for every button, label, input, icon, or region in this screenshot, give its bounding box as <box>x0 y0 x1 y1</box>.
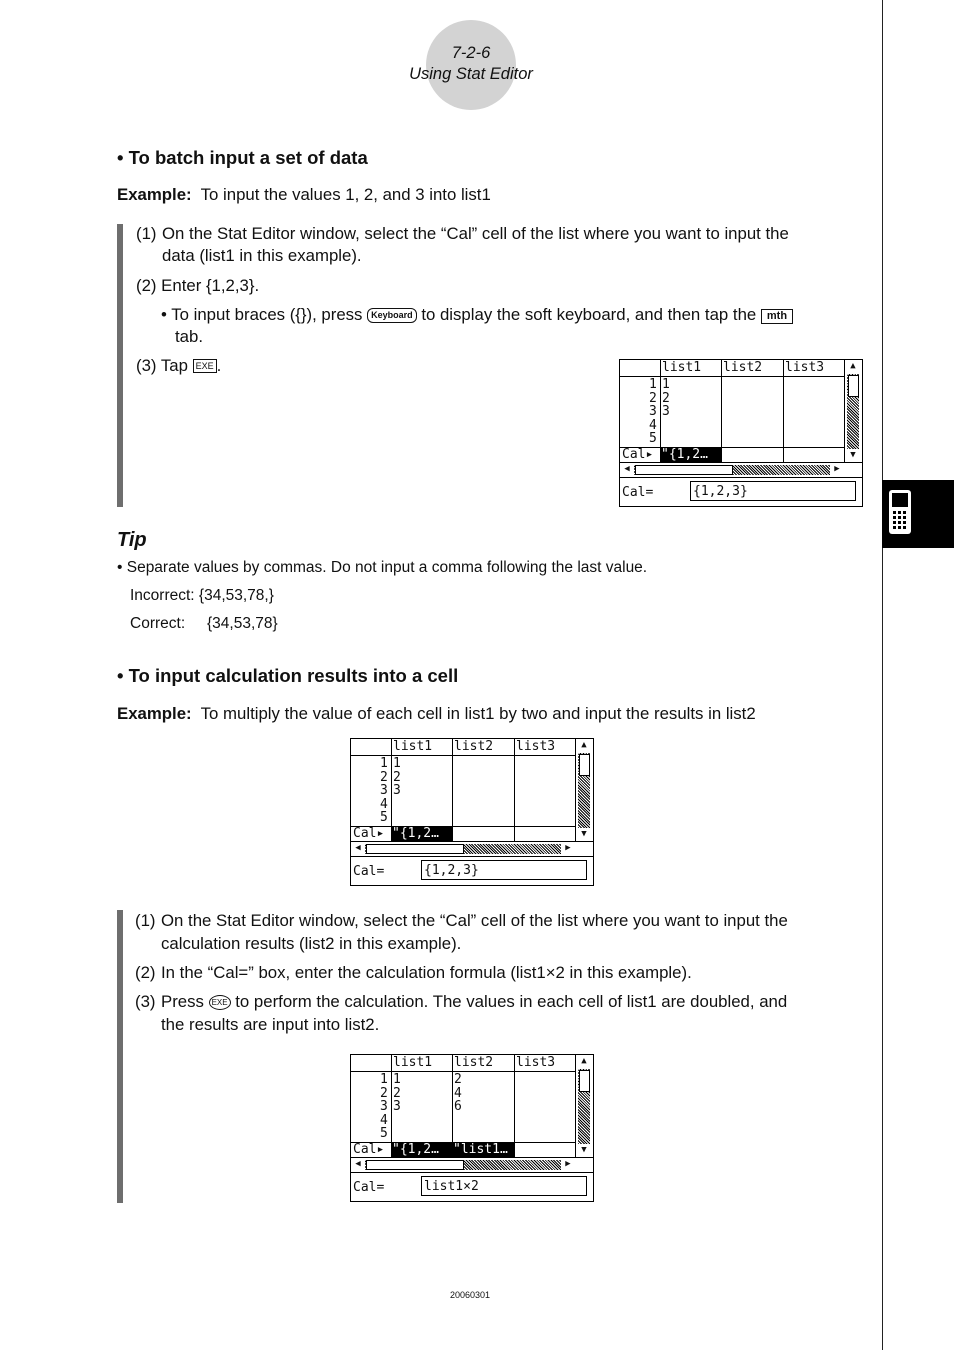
row-number: 2 <box>649 390 657 406</box>
scroll-up-arrow-icon[interactable]: ▲ <box>581 1056 587 1066</box>
row-number: 1 <box>380 1072 388 1087</box>
row-number: 3 <box>380 1099 388 1115</box>
s1-step1-line1: On the Stat Editor window, select the “Cal” cell of the list where you want to input the <box>162 224 789 243</box>
row-number: 1 <box>380 756 388 771</box>
cal-row-bottom <box>620 462 862 463</box>
vscroll-thumb <box>579 754 590 776</box>
s1-bullet: • To input braces ({}), press Keyboard to display the soft keyboard, and then tap the mth <box>161 304 793 326</box>
scroll-up-arrow-icon[interactable]: ▲ <box>850 361 856 371</box>
s2-step3-line2: the results are input into list2. <box>161 1015 380 1034</box>
formula-input[interactable]: {1,2,3} <box>690 481 856 501</box>
list1-cell[interactable]: 3 <box>662 404 670 420</box>
hscroll-thumb <box>366 844 464 854</box>
stat-editor-screen-1 <box>619 359 863 507</box>
scroll-left-arrow-icon[interactable]: ◀ <box>355 1159 361 1169</box>
row-number: 2 <box>380 769 388 785</box>
vscroll-border <box>575 1055 576 1157</box>
column-header-list3[interactable]: list3 <box>785 360 825 375</box>
list2-cell[interactable]: 4 <box>454 1085 462 1101</box>
section1-heading: • To batch input a set of data <box>117 147 368 168</box>
section1-example: Example: To input the values 1, 2, and 3 into list1 <box>117 185 491 204</box>
row-number: 4 <box>649 417 657 433</box>
scroll-down-arrow-icon[interactable]: ▼ <box>581 829 587 839</box>
tip-title: Tip <box>117 529 147 551</box>
row-number: 4 <box>380 796 388 812</box>
tip-incorrect: Incorrect: {34,53,78,} <box>130 587 274 604</box>
s2-step3: Press EXE to perform the calculation. The values in each cell of list1 are doubled, and <box>161 992 788 1011</box>
s1-bullet-tab: tab. <box>175 327 203 346</box>
cal-cell-list1[interactable]: "{1,2… <box>661 448 721 462</box>
vscroll-thumb <box>579 1070 590 1092</box>
list1-cell[interactable]: 1 <box>662 377 670 392</box>
cal-cell-list1[interactable]: "{1,2… <box>392 1143 452 1157</box>
column-header-list3[interactable]: list3 <box>516 739 556 754</box>
hscroll-thumb <box>366 1160 464 1170</box>
column-header-list2[interactable]: list2 <box>454 1055 494 1070</box>
step-bar-2 <box>117 910 123 1203</box>
row-number: 1 <box>649 377 657 392</box>
scroll-right-arrow-icon[interactable]: ▶ <box>565 843 571 853</box>
hscroll-bottom <box>620 477 862 478</box>
exe-key-icon: EXE <box>193 359 217 373</box>
row-number: 5 <box>380 1126 388 1142</box>
chapter-tab <box>882 480 954 548</box>
stat-editor-screen-2 <box>350 738 594 886</box>
formula-input[interactable]: {1,2,3} <box>421 860 587 880</box>
column-header-list2[interactable]: list2 <box>454 739 494 754</box>
scroll-right-arrow-icon[interactable]: ▶ <box>834 464 840 474</box>
column-header-list3[interactable]: list3 <box>516 1055 556 1070</box>
stat-editor-screen-3 <box>350 1054 594 1202</box>
cal-row-label: Cal▸ <box>622 447 654 462</box>
scroll-up-arrow-icon[interactable]: ▲ <box>581 740 587 750</box>
section2-example: Example: To multiply the value of each cell in list1 by two and input the results in list2 <box>117 704 756 723</box>
cal-row-bottom <box>351 841 593 842</box>
row-number: 5 <box>380 810 388 826</box>
s1-step2: (2) Enter {1,2,3}. <box>136 276 260 295</box>
footer-code: 20060301 <box>449 1290 491 1300</box>
s1-step1-num: (1) <box>136 224 157 243</box>
s2-step1-line2: calculation results (list2 in this example). <box>161 934 462 953</box>
step-bar-1 <box>117 224 123 507</box>
tip-correct-value: {34,53,78} <box>207 615 278 632</box>
vscroll-thumb <box>848 375 859 397</box>
list1-cell[interactable]: 3 <box>393 1099 401 1115</box>
row-number: 3 <box>380 783 388 799</box>
page-title: Using Stat Editor <box>409 65 533 83</box>
list1-cell[interactable]: 3 <box>393 783 401 799</box>
hscroll-bottom <box>351 1172 593 1173</box>
row-number: 5 <box>649 431 657 447</box>
scroll-down-arrow-icon[interactable]: ▼ <box>850 450 856 460</box>
hscroll-bottom <box>351 856 593 857</box>
formula-input[interactable]: list1×2 <box>421 1176 587 1196</box>
cal-row-divider <box>351 826 575 827</box>
cal-row-bottom <box>351 1157 593 1158</box>
mth-key-icon: mth <box>761 309 793 324</box>
cal-row-label: Cal▸ <box>353 826 385 841</box>
row-number: 3 <box>649 404 657 420</box>
cal-cell-list1[interactable]: "{1,2… <box>392 827 452 841</box>
row-number: 2 <box>380 1085 388 1101</box>
formula-label: Cal= <box>353 864 385 879</box>
list2-cell[interactable]: 2 <box>454 1072 462 1087</box>
section2-heading: • To input calculation results into a cell <box>117 665 459 686</box>
list1-cell[interactable]: 2 <box>393 769 401 785</box>
cal-row-label: Cal▸ <box>353 1142 385 1157</box>
hscroll-thumb <box>635 465 733 475</box>
list1-cell[interactable]: 1 <box>393 1072 401 1087</box>
scroll-left-arrow-icon[interactable]: ◀ <box>355 843 361 853</box>
list2-cell[interactable]: 6 <box>454 1099 462 1115</box>
s1-step3: (3) Tap EXE . <box>136 356 222 375</box>
vscroll-border <box>844 360 845 462</box>
column-header-list1[interactable]: list1 <box>393 1055 433 1070</box>
cal-cell-list2[interactable]: "list1… <box>453 1143 514 1157</box>
tip-bullet: • Separate values by commas. Do not input a comma following the last value. <box>117 559 648 576</box>
s2-step1-line1: On the Stat Editor window, select the “Cal” cell of the list where you want to input the <box>161 911 788 930</box>
s2-step3-num: (3) <box>135 992 156 1011</box>
scroll-right-arrow-icon[interactable]: ▶ <box>565 1159 571 1169</box>
list1-cell[interactable]: 2 <box>393 1085 401 1101</box>
scroll-down-arrow-icon[interactable]: ▼ <box>581 1145 587 1155</box>
formula-label: Cal= <box>353 1180 385 1195</box>
s2-step2: In the “Cal=” box, enter the calculation formula (list1×2 in this example). <box>161 963 692 982</box>
calculator-icon <box>882 480 954 548</box>
keyboard-key-icon: Keyboard <box>367 308 417 323</box>
s1-step1-line2: data (list1 in this example). <box>162 246 362 265</box>
tip-correct-label: Correct: <box>130 615 186 632</box>
formula-label: Cal= <box>622 485 654 500</box>
vscroll-border <box>575 739 576 841</box>
row-number: 4 <box>380 1112 388 1128</box>
column-header-list1[interactable]: list1 <box>662 360 702 375</box>
scroll-left-arrow-icon[interactable]: ◀ <box>624 464 630 474</box>
page-number: 7-2-6 <box>451 44 491 62</box>
s2-step1-num: (1) <box>135 911 156 930</box>
exe-key-icon: EXE <box>209 995 231 1010</box>
cal-row-divider <box>620 447 844 448</box>
page-edge-line <box>882 0 883 1350</box>
list1-cell[interactable]: 2 <box>662 390 670 406</box>
list1-cell[interactable]: 1 <box>393 756 401 771</box>
s2-step2-num: (2) <box>135 963 156 982</box>
column-header-list1[interactable]: list1 <box>393 739 433 754</box>
column-header-list2[interactable]: list2 <box>723 360 763 375</box>
